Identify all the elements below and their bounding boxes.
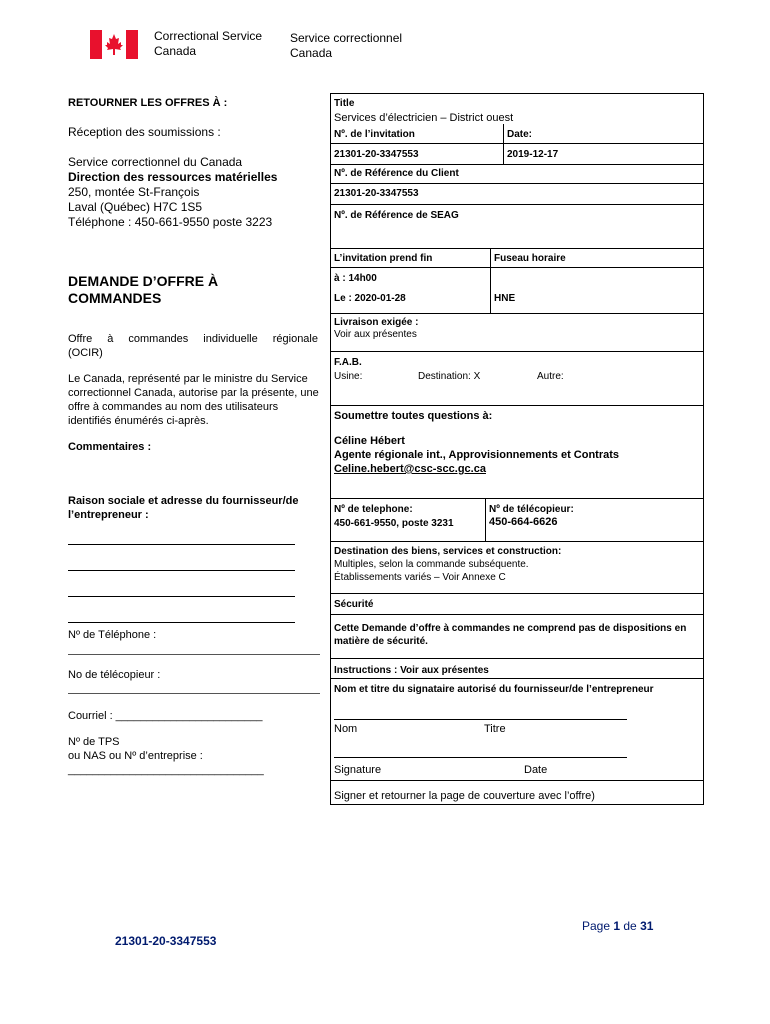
divider — [330, 405, 704, 406]
title-value: Services d’électricien – District ouest — [334, 112, 514, 124]
divider — [330, 498, 704, 499]
signature-label: Signature — [334, 764, 382, 776]
title-label: Title — [334, 98, 355, 109]
fax-value: 450-664-6626 — [489, 516, 558, 528]
security-text: Cette Demande d’offre à commandes ne comprend pas de dispositions en matière de sécurité. — [334, 623, 687, 647]
divider — [330, 351, 704, 352]
canada-flag-icon — [90, 30, 138, 59]
document-title: DEMANDE D’OFFRE À COMMANDES — [68, 273, 219, 306]
supplier-line-4[interactable] — [68, 622, 295, 623]
footer-doc-number: 21301-20-3347553 — [115, 934, 217, 948]
authorization-paragraph: Le Canada, représenté par le ministre du Service correctionnel Canada, autorise par la présente, une offre à commandes au nom des utilisateurs identifiés énumérés ci-après. — [68, 373, 319, 427]
destination-text: Multiples, selon la commande subséquente. Établissements variés – Voir Annexe C — [334, 559, 529, 583]
divider — [330, 593, 704, 594]
divider — [330, 541, 704, 542]
date-label: Date: — [507, 129, 533, 140]
fob-label: F.A.B. — [334, 357, 362, 368]
divider — [330, 183, 704, 184]
page-number: Page 1 de 31 — [582, 919, 654, 933]
phone-label: Nº de Téléphone : — [68, 629, 157, 641]
timezone-value: HNE — [494, 293, 516, 304]
divider — [330, 143, 704, 144]
signature-date-label: Date — [524, 764, 548, 776]
name-title-line[interactable] — [334, 719, 627, 720]
supplier-line-3[interactable] — [68, 596, 295, 597]
signature-line[interactable] — [334, 757, 627, 758]
supplier-line-1[interactable] — [68, 544, 295, 545]
divider — [330, 678, 704, 679]
contact-title: Agente régionale int., Approvisionnements et Contrats — [334, 449, 620, 461]
supplier-label: Raison sociale et adresse du fournisseur/de l’entrepreneur : — [68, 495, 299, 521]
divider — [330, 614, 704, 615]
delivery-value: Voir aux présentes — [334, 329, 417, 340]
name-label: Nom — [334, 723, 358, 735]
divider — [503, 124, 504, 164]
contact-block — [334, 434, 619, 476]
date-value: 2019-12-17 — [507, 149, 559, 160]
client-ref-label: Nº. de Référence du Client — [334, 168, 459, 179]
return-note: Signer et retourner la page de couverture avec l’offre) — [334, 790, 595, 802]
fob-plant: Usine: — [334, 371, 363, 382]
comments-label: Commentaires : — [68, 441, 152, 453]
signatory-label: Nom et titre du signataire autorisé du fournisseur/de l’entrepreneur — [334, 684, 654, 695]
delivery-label: Livraison exigée : — [334, 317, 419, 328]
client-ref-value: 21301-20-3347553 — [334, 188, 419, 199]
fob-destination: Destination: X — [418, 371, 481, 382]
destination-label: Destination des biens, services et construction: — [334, 546, 562, 557]
divider — [330, 204, 704, 205]
invitation-number-value: 21301-20-3347553 — [334, 149, 419, 160]
security-label: Sécurité — [334, 599, 374, 610]
divider — [490, 248, 491, 313]
fob-other: Autre: — [537, 371, 564, 382]
questions-label: Soumettre toutes questions à: — [334, 410, 493, 422]
closing-date: Le : 2020-01-28 — [334, 293, 406, 304]
reception-label: Réception des soumissions : — [68, 125, 221, 139]
gst-field[interactable]: Nº de TPS ou NAS ou Nº d’entreprise : ________________________________ — [68, 736, 264, 776]
divider — [330, 267, 704, 268]
supplier-line-2[interactable] — [68, 570, 295, 571]
instructions-label: Instructions : Voir aux présentes — [334, 665, 489, 676]
invitation-number-label: Nº. de l’invitation — [334, 129, 415, 140]
seag-ref-label: Nº. de Référence de SEAG — [334, 210, 459, 221]
divider — [330, 313, 704, 314]
return-offers-label: RETOURNER LES OFFRES À : — [68, 97, 228, 109]
agency-name-fr: Service correctionnel Canada — [290, 31, 403, 60]
fax-label: Nº de télécopieur: — [489, 504, 574, 515]
divider — [485, 498, 486, 541]
contact-email-link[interactable]: Celine.hebert@csc-scc.gc.ca — [334, 463, 486, 475]
divider — [330, 164, 704, 165]
contact-name: Céline Hébert — [334, 435, 405, 447]
fax-field[interactable] — [68, 693, 320, 694]
divider — [330, 658, 704, 659]
fax-label: No de télécopieur : — [68, 669, 161, 681]
phone-field[interactable] — [68, 654, 320, 655]
timezone-label: Fuseau horaire — [494, 253, 566, 264]
phone-value: 450-661-9550, poste 3231 — [334, 518, 454, 529]
closing-label: L’invitation prend fin — [334, 253, 433, 264]
title-sig-label: Titre — [484, 723, 506, 735]
divider — [330, 780, 704, 781]
agency-name-en: Correctional Service Canada — [154, 29, 263, 58]
ocir-text: Offre à commandes individuelle régionale (OCIR) — [68, 333, 318, 359]
email-field[interactable]: Courriel : ________________________ — [68, 710, 263, 722]
phone-label: Nº de telephone: — [334, 504, 413, 515]
address-block: Service correctionnel du Canada Direction des ressources matérielles 250, montée St-François Laval (Québec) H7C 1S5 Téléphone : 450-661-9550 poste 3223 — [68, 155, 278, 229]
closing-time: à : 14h00 — [334, 273, 377, 284]
divider — [330, 248, 704, 249]
